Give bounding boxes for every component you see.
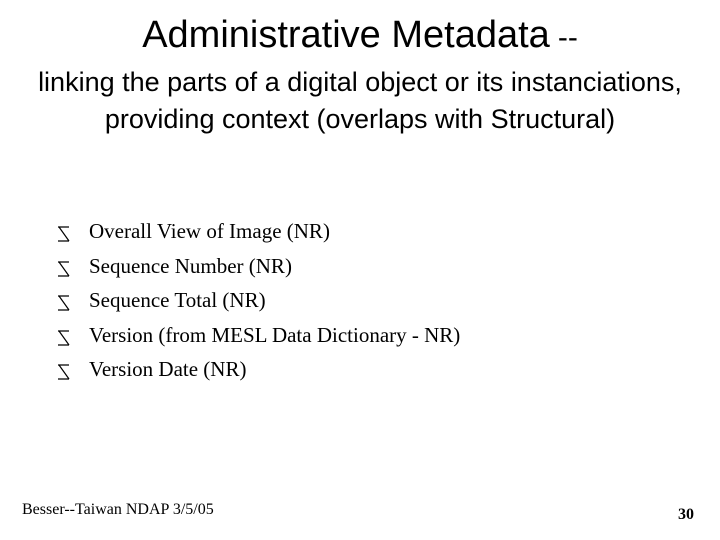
bullet-text: Version (from MESL Data Dictionary - NR) xyxy=(89,322,461,347)
bullet-icon xyxy=(56,295,72,311)
bullet-icon xyxy=(56,261,72,277)
bullet-text: Sequence Total (NR) xyxy=(89,288,266,312)
title-text: Administrative Metadata xyxy=(142,14,550,56)
bullet-icon xyxy=(56,364,72,380)
slide-title xyxy=(0,12,720,61)
page-number: 30 xyxy=(678,506,694,523)
bullet-text: Version Date (NR) xyxy=(89,357,247,381)
bullet-icon xyxy=(56,330,72,346)
slide-footer: Besser--Taiwan NDAP 3/5/05 xyxy=(22,501,214,518)
slide-subtitle: linking the parts of a digital object or its instanciations, providing context (overlaps with Structural) xyxy=(38,67,682,134)
title-dash: -- xyxy=(557,21,578,54)
bullet-text: Sequence Number (NR) xyxy=(89,253,292,278)
bullet-icon xyxy=(56,226,72,242)
bullet-text: Overall View of Image (NR) xyxy=(89,219,330,243)
